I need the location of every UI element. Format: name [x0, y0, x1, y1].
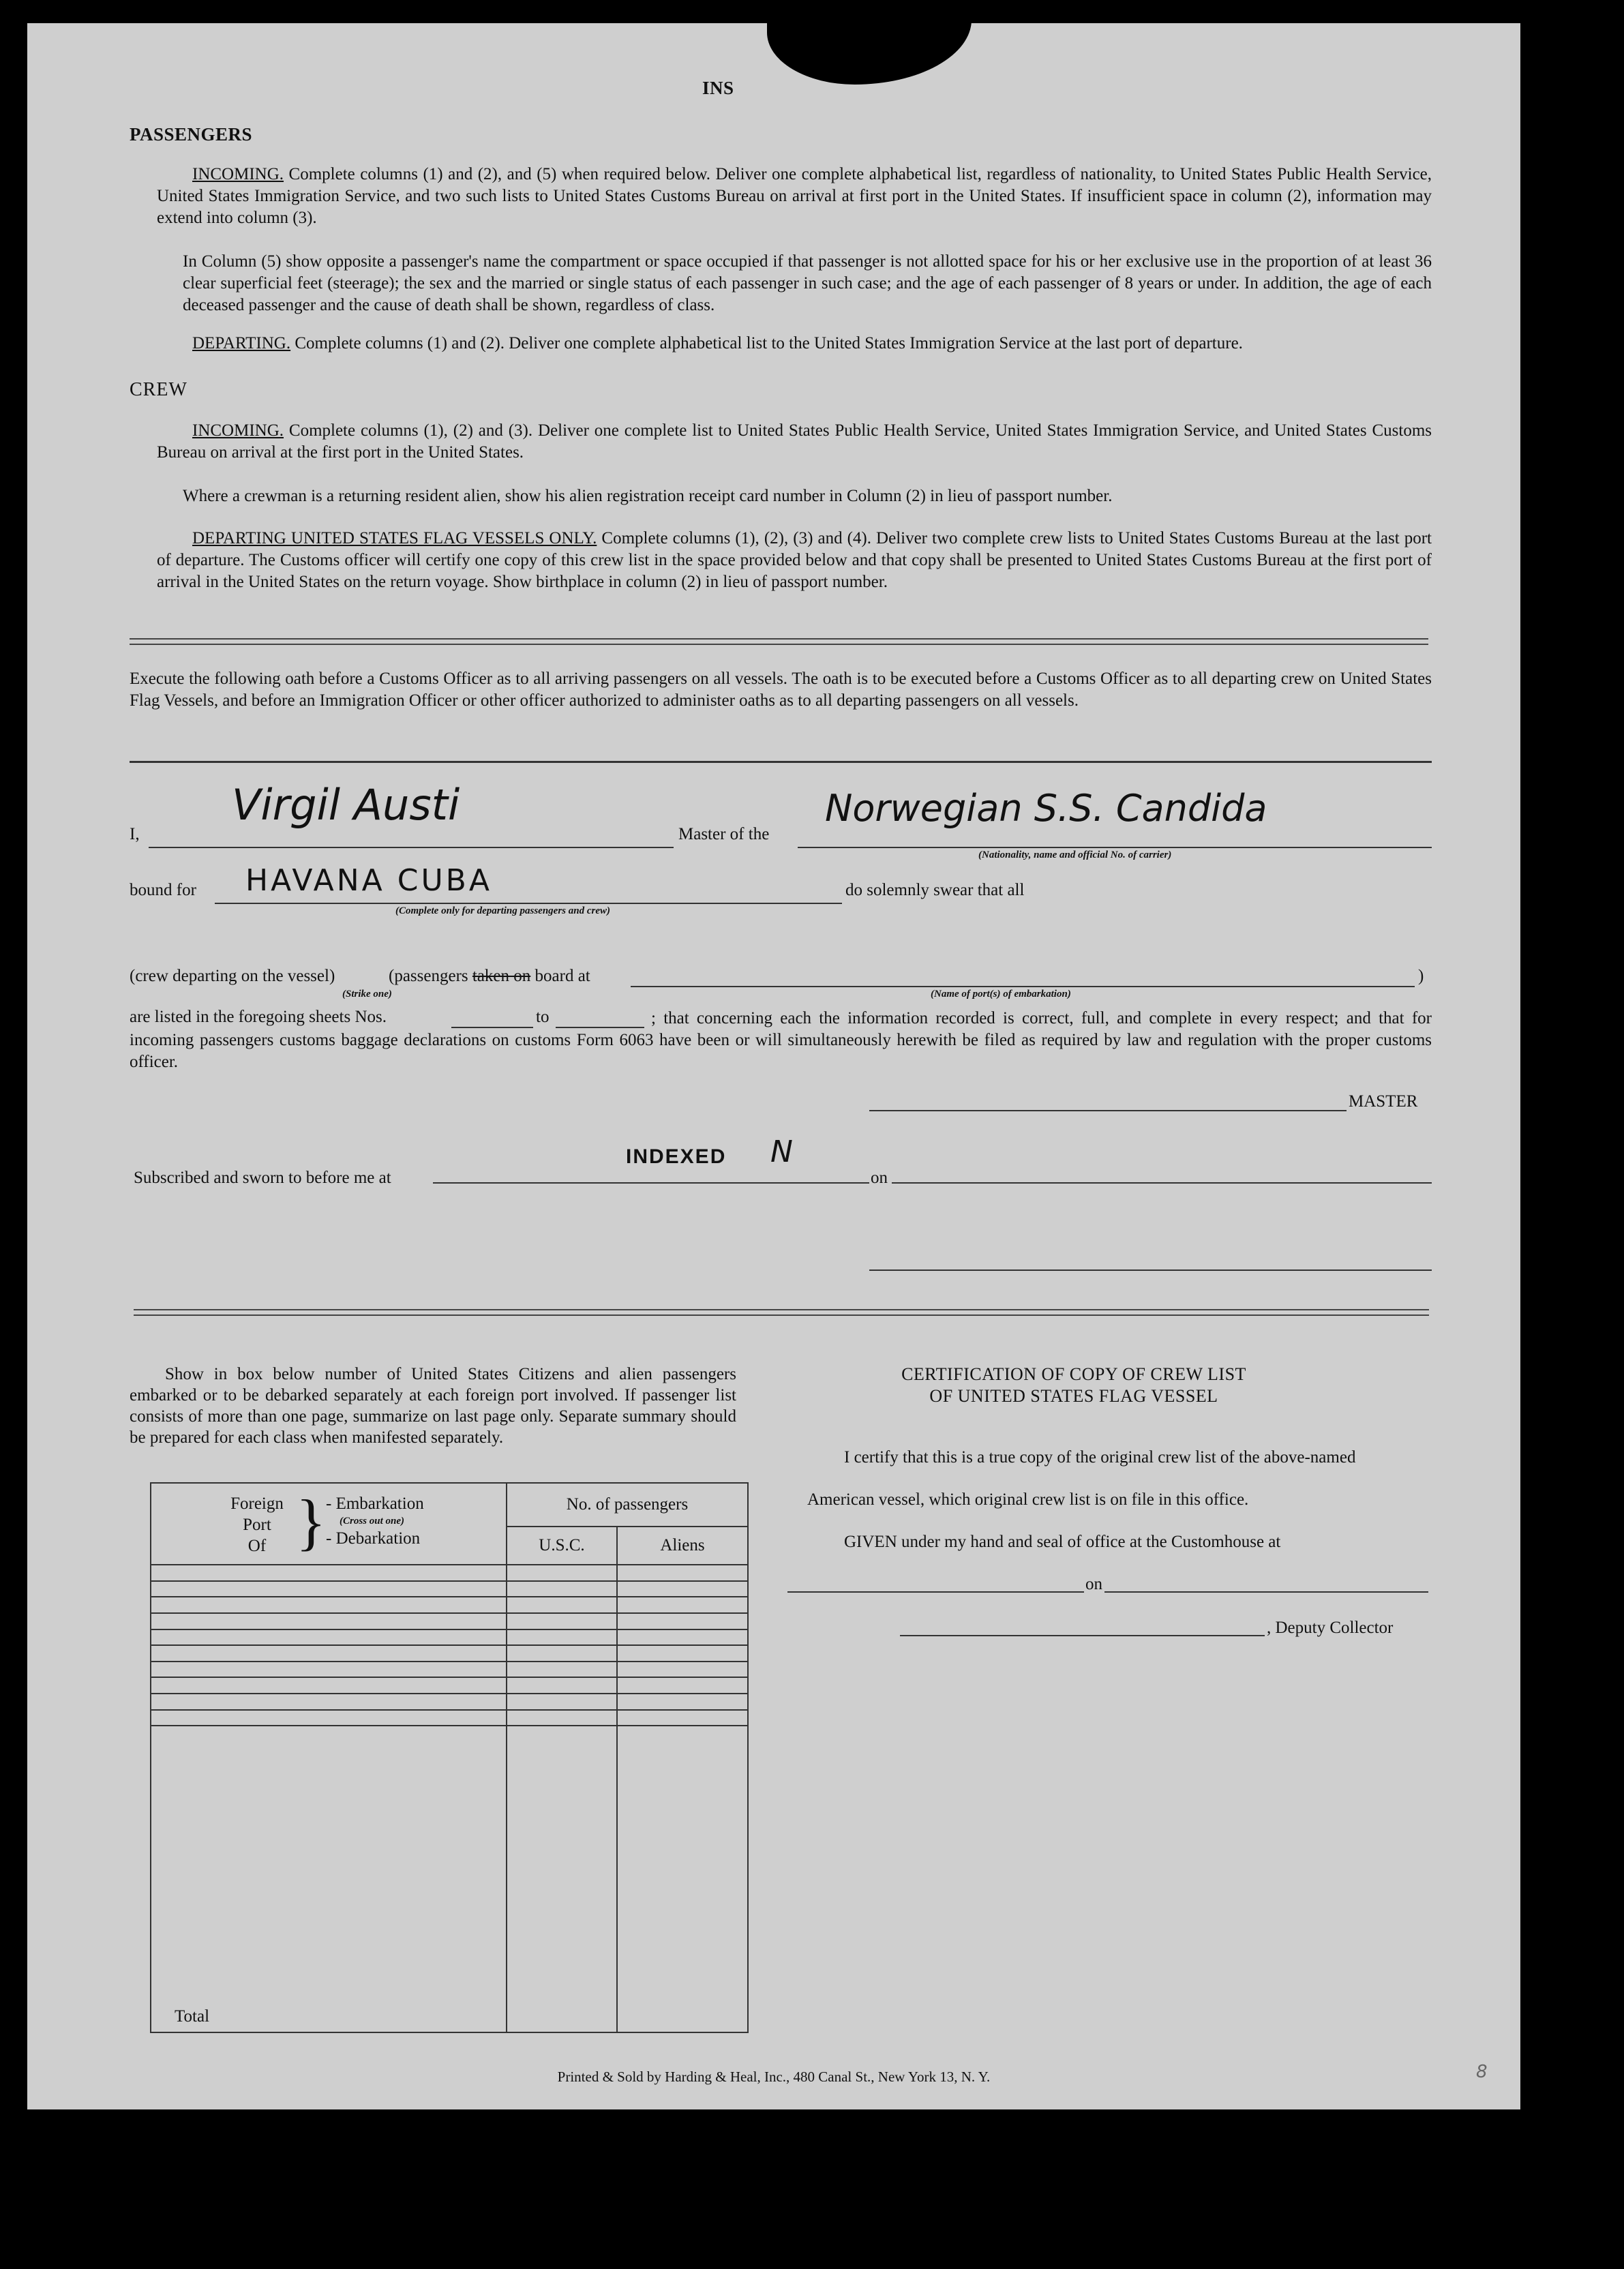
oath-statement: ; that concerning each the information recorded is correct, full, and complete in every respect; and that for incoming passengers customs baggage declarations on customs Form 6063 have been or will simultaneously herewith be filed as required by law and regulation with the proper customs officer. — [130, 1009, 1432, 1071]
summary-usc-cell[interactable] — [507, 1694, 617, 1710]
crew-departing-option: (crew departing on the vessel) — [130, 967, 335, 985]
crew-alien-paragraph: Where a crewman is a returning resident alien, show his alien registration receipt card number in Column (2) in lieu of passport number. — [183, 487, 1113, 505]
document-page — [27, 23, 1520, 2109]
summary-aliens-cell[interactable] — [617, 1710, 748, 1726]
crew-departing-text: Complete columns (1), (2), (3) and (4). Deliver two complete crew lists to United States Customs Bureau at the last port of departure. The Customs officer will certify one copy of this crew list in the space provided below and that copy shall be presented to United States Customs Bureau at the first port of arrival in the United States on the return voyage. Show birthplace in column (2) in lieu of passport number. — [157, 529, 1432, 591]
crew-incoming-paragraph — [157, 420, 1432, 464]
crew-incoming-label: INCOMING. — [192, 421, 284, 440]
summary-aliens-cell[interactable] — [617, 1613, 748, 1629]
summary-usc-cell[interactable] — [507, 1629, 617, 1646]
summary-total-row — [151, 1726, 748, 2032]
summary-port-cell[interactable] — [151, 1565, 507, 1581]
deputy-signature-line — [900, 1635, 1265, 1636]
swear-label: do solemnly swear that all — [845, 881, 1025, 899]
crew-heading: CREW — [130, 379, 187, 400]
summary-port-cell[interactable] — [151, 1613, 507, 1629]
foreign-port-header — [151, 1483, 507, 1565]
vessel-line — [798, 847, 1432, 848]
summary-port-cell[interactable] — [151, 1597, 507, 1613]
passengers-option-suffix: board at — [535, 967, 590, 985]
vessel-caption: (Nationality, name and official No. of carrier) — [978, 850, 1172, 860]
passengers-incoming-label: INCOMING. — [192, 165, 284, 183]
subscribed-date-line — [892, 1182, 1432, 1184]
indexed-stamp: INDEXED — [626, 1145, 727, 1168]
i-label: I, — [130, 825, 140, 843]
of-label: Of — [247, 1537, 267, 1555]
certification-date-line — [1104, 1591, 1428, 1593]
summary-port-cell[interactable] — [151, 1694, 507, 1710]
section-divider — [130, 638, 1428, 645]
master-of-label: Master of the — [678, 825, 770, 843]
summary-divider — [134, 1309, 1429, 1316]
deputy-collector-label: , Deputy Collector — [1267, 1619, 1394, 1637]
foreign-port-of-label — [220, 1493, 295, 1557]
summary-usc-cell[interactable] — [507, 1645, 617, 1662]
summary-port-cell[interactable] — [151, 1645, 507, 1662]
crew-departing-label: DEPARTING UNITED STATES FLAG VESSELS ONLY. — [192, 529, 597, 547]
summary-row — [151, 1694, 748, 1710]
certification-title — [832, 1364, 1316, 1407]
embarkation-label: - Embarkation — [326, 1494, 424, 1513]
master-name-signature: Virgil Austi — [232, 780, 460, 830]
summary-row — [151, 1710, 748, 1726]
total-aliens-cell[interactable] — [617, 1726, 748, 2032]
summary-aliens-cell[interactable] — [617, 1645, 748, 1662]
summary-instructions: Show in box below number of United States Citizens and alien passengers embarked or to be debarked separately at each foreign port involved. If passenger list consists of more than one page, summarize on last page only. Separate summary should be prepared for each class when manifested separately. — [130, 1365, 736, 1447]
certification-title-line-1: CERTIFICATION OF COPY OF CREW LIST — [901, 1364, 1246, 1384]
summary-row — [151, 1677, 748, 1694]
summary-row — [151, 1597, 748, 1613]
passengers-departing-label: DEPARTING. — [192, 334, 291, 352]
indexed-initials: N — [770, 1134, 793, 1169]
subscribed-on-label: on — [871, 1169, 888, 1187]
debarkation-label: - Debarkation — [326, 1529, 421, 1548]
destination-caption: (Complete only for departing passengers and crew) — [395, 905, 610, 916]
summary-usc-cell[interactable] — [507, 1677, 617, 1694]
summary-aliens-cell[interactable] — [617, 1662, 748, 1678]
strike-one-caption: (Strike one) — [342, 989, 392, 1000]
destination-handwriting: HAVANA CUBA — [245, 863, 492, 898]
printer-footer: Printed & Sold by Harding & Heal, Inc., 480 Canal St., New York 13, N. Y. — [557, 2069, 991, 2085]
summary-usc-cell[interactable] — [507, 1565, 617, 1581]
summary-port-cell[interactable] — [151, 1662, 507, 1678]
sheet-to-label: to — [536, 1008, 550, 1026]
summary-port-cell[interactable] — [151, 1581, 507, 1597]
certification-text-1: I certify that this is a true copy of the original crew list of the above-named — [844, 1448, 1356, 1467]
no-of-passengers-header: No. of passengers — [507, 1483, 748, 1527]
summary-usc-cell[interactable] — [507, 1710, 617, 1726]
summary-row — [151, 1662, 748, 1678]
embarkation-caption: (Name of port(s) of embarkation) — [931, 989, 1071, 1000]
embarkation-line — [631, 986, 1415, 987]
crew-incoming-text: Complete columns (1), (2) and (3). Deliver one complete list to United States Public Health Service, United States Immigration Service, and United States Customs Bureau on arrival at the first port in the United States. — [157, 421, 1432, 462]
passengers-option-struck: taken on — [472, 967, 531, 985]
summary-row — [151, 1629, 748, 1646]
passengers-heading: PASSENGERS — [130, 124, 253, 145]
brace-glyph: } — [296, 1487, 327, 1557]
summary-usc-cell[interactable] — [507, 1613, 617, 1629]
passengers-incoming-paragraph — [157, 164, 1432, 229]
usc-header: U.S.C. — [507, 1527, 617, 1565]
passengers-column5-paragraph: In Column (5) show opposite a passenger's name the compartment or space occupied if that passenger is not allotted space for his or her exclusive use in the proportion of at least 36 clear superficial feet (steerage); the sex and the married or single status of each passenger in such case; and the age of each passenger of 8 years or under. In addition, the age of each deceased passenger and the cause of death shall be shown, regardless of class. — [183, 252, 1432, 314]
passengers-option — [389, 967, 590, 986]
total-label: Total — [151, 1726, 507, 2032]
summary-aliens-cell[interactable] — [617, 1565, 748, 1581]
passengers-departing-text: Complete columns (1) and (2). Deliver one complete alphabetical list to the United States Immigration Service at the last port of departure. — [295, 334, 1243, 352]
summary-aliens-cell[interactable] — [617, 1597, 748, 1613]
summary-header-row-1 — [151, 1483, 748, 1527]
vessel-handwriting: Norwegian S.S. Candida — [825, 787, 1267, 830]
customhouse-place-line — [787, 1591, 1084, 1593]
certification-title-line-2: OF UNITED STATES FLAG VESSEL — [929, 1386, 1218, 1406]
certification-on-label: on — [1085, 1575, 1102, 1593]
header-partial: INS — [702, 78, 734, 98]
certification-given: GIVEN under my hand and seal of office at the Customhouse at — [844, 1533, 1281, 1551]
master-name-line — [149, 847, 674, 848]
embark-debark-options — [326, 1493, 424, 1549]
summary-row — [151, 1581, 748, 1597]
foreign-label: Foreign — [230, 1494, 284, 1513]
port-label: Port — [243, 1516, 271, 1534]
summary-port-cell[interactable] — [151, 1629, 507, 1646]
summary-row — [151, 1645, 748, 1662]
passenger-summary-table — [150, 1482, 749, 2033]
master-label: MASTER — [1349, 1092, 1418, 1111]
summary-row — [151, 1613, 748, 1629]
summary-row — [151, 1565, 748, 1581]
embarkation-close-paren: ) — [1418, 967, 1424, 985]
master-signature-line — [869, 1110, 1347, 1111]
passengers-departing-paragraph — [157, 333, 1432, 355]
total-usc-cell[interactable] — [507, 1726, 617, 2032]
oath-intro: Execute the following oath before a Customs Officer as to all arriving passengers on all vessels. The oath is to be executed before a Customs Officer as to all departing crew on United States Flag Vessels, and before an Immigration Officer or other officer authorized to administer oaths as to all departing passengers on all vessels. — [130, 670, 1432, 710]
certification-text-2: American vessel, which original crew list is on file in this office. — [807, 1490, 1249, 1509]
officer-signature-line — [869, 1269, 1432, 1271]
passengers-incoming-text: Complete columns (1) and (2), and (5) when required below. Deliver one complete alphabetical list, regardless of nationality, to United States Public Health Service, United States Immigration Service, and two such lists to United States Customs Bureau on arrival at first port in the United States. If insufficient space in column (2), information may extend into column (3). — [157, 165, 1432, 227]
crew-departing-paragraph — [157, 528, 1432, 593]
summary-port-cell[interactable] — [151, 1677, 507, 1694]
aliens-header: Aliens — [617, 1527, 748, 1565]
summary-usc-cell[interactable] — [507, 1581, 617, 1597]
oath-top-rule — [130, 761, 1432, 763]
cross-out-caption: (Cross out one) — [340, 1516, 405, 1527]
subscribed-label: Subscribed and sworn to before me at — [134, 1169, 391, 1187]
subscribed-place-line — [433, 1182, 869, 1184]
summary-aliens-cell[interactable] — [617, 1694, 748, 1710]
summary-aliens-cell[interactable] — [617, 1581, 748, 1597]
destination-line — [215, 903, 842, 904]
summary-aliens-cell[interactable] — [617, 1629, 748, 1646]
sheets-label: are listed in the foregoing sheets Nos. — [130, 1008, 387, 1026]
summary-usc-cell[interactable] — [507, 1597, 617, 1613]
summary-aliens-cell[interactable] — [617, 1677, 748, 1694]
summary-port-cell[interactable] — [151, 1710, 507, 1726]
bound-for-label: bound for — [130, 881, 196, 899]
page-mark: 8 — [1476, 2062, 1488, 2082]
summary-usc-cell[interactable] — [507, 1662, 617, 1678]
torn-corner — [767, 23, 972, 85]
passengers-option-prefix: (passengers — [389, 967, 468, 985]
